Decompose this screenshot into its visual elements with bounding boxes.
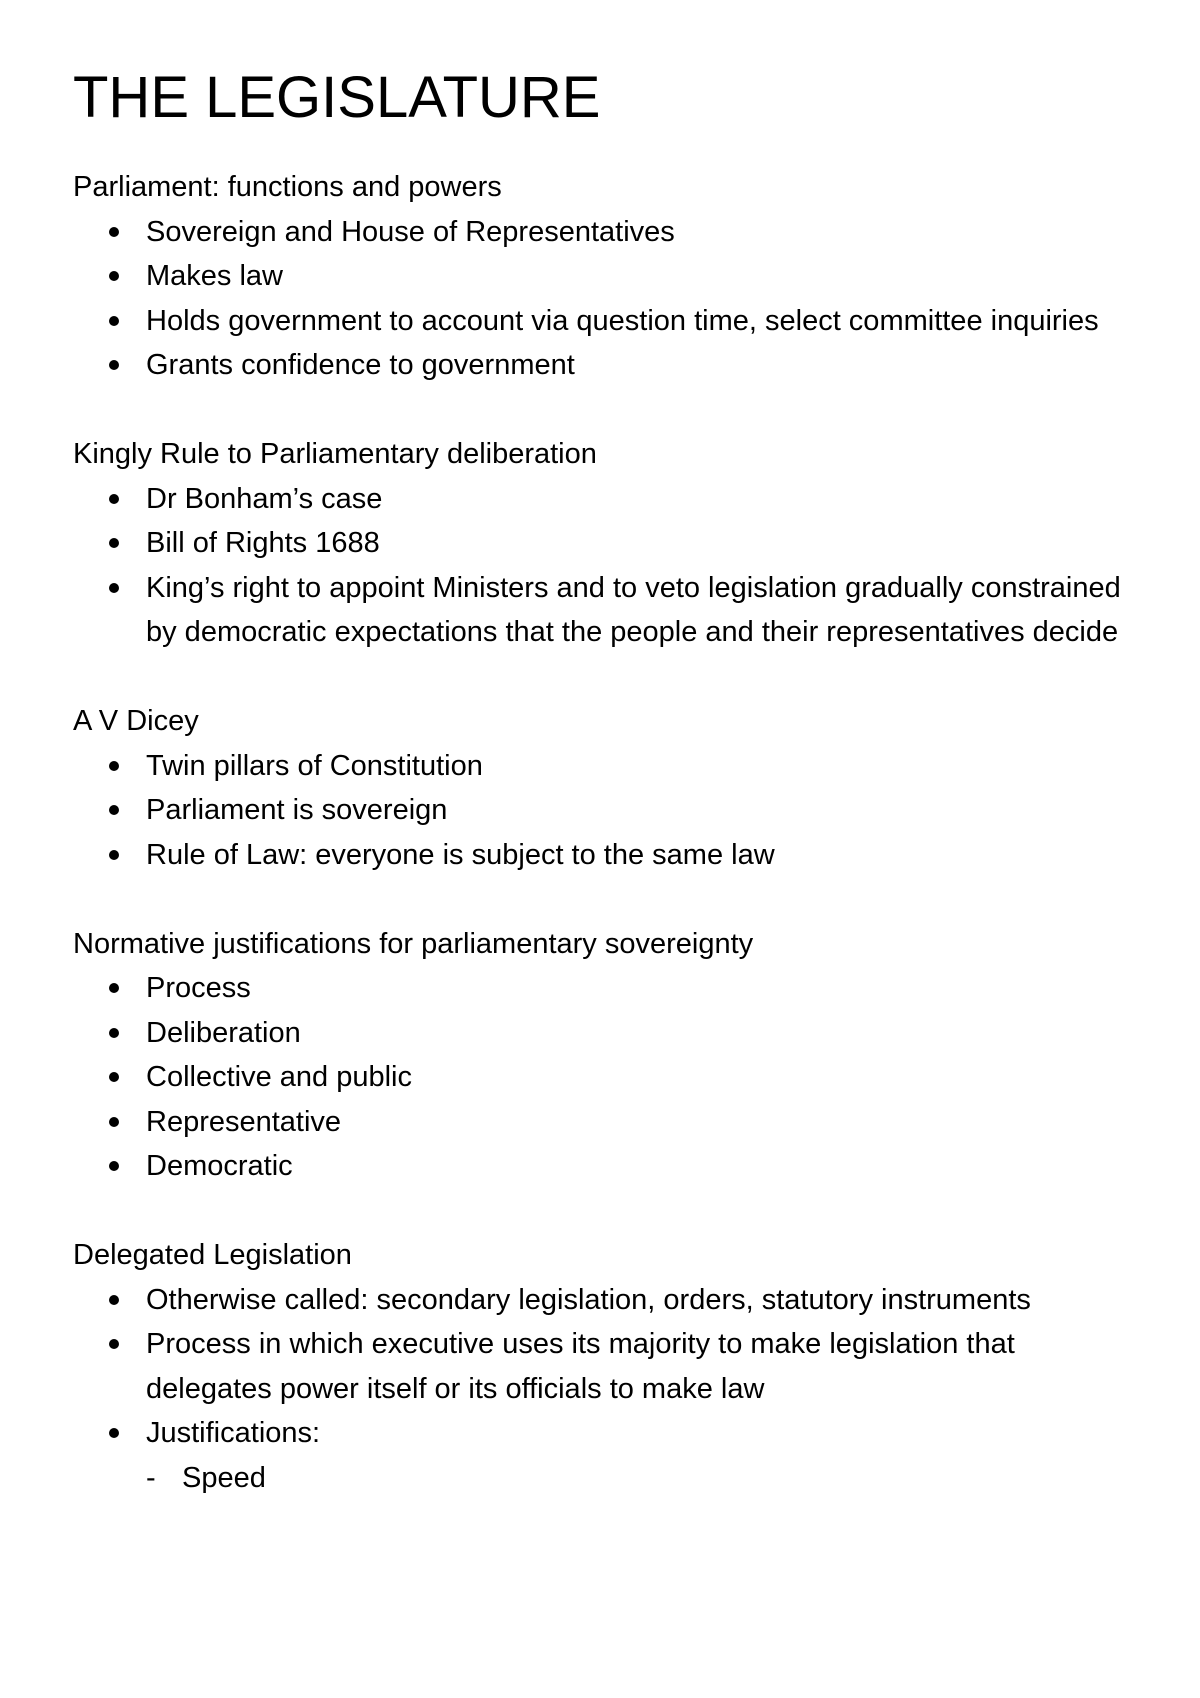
bullet-text: Dr Bonham’s case bbox=[146, 482, 383, 515]
bullet-item bbox=[73, 1144, 1123, 1189]
bullet-text: Twin pillars of Constitution bbox=[146, 749, 483, 782]
bullet-icon bbox=[109, 805, 119, 815]
section-normative-justifications bbox=[73, 922, 1140, 1189]
bullet-item bbox=[73, 833, 1123, 878]
section-delegated-legislation bbox=[73, 1233, 1140, 1500]
section-heading: Kingly Rule to Parliamentary deliberation bbox=[73, 438, 597, 470]
bullet-item bbox=[73, 1411, 1123, 1500]
bullet-text: Bill of Rights 1688 bbox=[146, 527, 380, 559]
bullet-text: Process bbox=[146, 972, 251, 1004]
bullet-item bbox=[73, 1055, 1123, 1100]
bullet-item bbox=[73, 521, 1123, 566]
bullet-text: Process in which executive uses its majority to make legislation that delegates power itself or its officials to make law bbox=[146, 1328, 1015, 1405]
bullet-item bbox=[73, 1322, 1123, 1411]
bullet-text: Makes law bbox=[146, 260, 283, 292]
section-heading: Parliament: functions and powers bbox=[73, 171, 502, 203]
sub-bullet-list bbox=[146, 1456, 1123, 1501]
bullet-icon bbox=[109, 983, 119, 993]
bullet-item bbox=[73, 744, 1123, 789]
bullet-item bbox=[73, 343, 1123, 388]
bullet-text: King’s right to appoint Ministers and to veto legislation gradually constrained by democratic expectations that the people and their representatives decide bbox=[146, 571, 1121, 648]
bullet-text: Grants confidence to government bbox=[146, 349, 575, 381]
bullet-list bbox=[73, 744, 1140, 878]
bullet-icon bbox=[109, 761, 119, 771]
bullet-icon bbox=[109, 494, 119, 504]
bullet-item bbox=[73, 566, 1123, 655]
bullet-list bbox=[73, 477, 1140, 655]
bullet-icon bbox=[109, 1072, 119, 1082]
document-title: THE LEGISLATURE bbox=[73, 65, 601, 130]
bullet-item bbox=[73, 1011, 1123, 1056]
sub-bullet-item bbox=[146, 1456, 1123, 1501]
bullet-text: Justifications: bbox=[146, 1417, 321, 1449]
section-dicey bbox=[73, 699, 1140, 877]
bullet-text: Rule of Law: everyone is subject to the same law bbox=[146, 838, 775, 871]
section-heading: Delegated Legislation bbox=[73, 1239, 352, 1271]
bullet-icon bbox=[109, 227, 119, 237]
bullet-icon bbox=[109, 316, 119, 326]
bullet-icon bbox=[109, 1028, 119, 1038]
bullet-item bbox=[73, 1100, 1123, 1145]
bullet-icon bbox=[109, 583, 119, 593]
bullet-icon bbox=[109, 271, 119, 281]
bullet-text: Holds government to account via question time, select committee inquiries bbox=[146, 304, 1099, 337]
dash-marker: - bbox=[146, 1461, 156, 1494]
bullet-item bbox=[73, 210, 1123, 255]
bullet-text: Democratic bbox=[146, 1150, 293, 1182]
bullet-text: Representative bbox=[146, 1105, 342, 1138]
bullet-icon bbox=[109, 538, 119, 548]
bullet-icon bbox=[109, 1117, 119, 1127]
bullet-text: Deliberation bbox=[146, 1016, 301, 1049]
bullet-icon bbox=[109, 1295, 119, 1305]
bullet-list bbox=[73, 1278, 1140, 1501]
section-heading: A V Dicey bbox=[73, 705, 199, 737]
bullet-item bbox=[73, 477, 1123, 522]
bullet-item bbox=[73, 299, 1123, 344]
bullet-item bbox=[73, 254, 1123, 299]
bullet-item bbox=[73, 788, 1123, 833]
sub-bullet-text: Speed bbox=[182, 1461, 266, 1494]
bullet-icon bbox=[109, 1428, 119, 1438]
section-heading: Normative justifications for parliamentary sovereignty bbox=[73, 927, 754, 960]
bullet-item bbox=[73, 1278, 1123, 1323]
section-kingly-rule bbox=[73, 432, 1140, 655]
bullet-list bbox=[73, 966, 1140, 1189]
bullet-text: Collective and public bbox=[146, 1061, 412, 1093]
bullet-icon bbox=[109, 1339, 119, 1349]
bullet-icon bbox=[109, 850, 119, 860]
section-parliament-functions bbox=[73, 165, 1140, 388]
bullet-text: Otherwise called: secondary legislation, orders, statutory instruments bbox=[146, 1283, 1031, 1316]
bullet-text: Parliament is sovereign bbox=[146, 794, 448, 826]
bullet-icon bbox=[109, 360, 119, 370]
bullet-list bbox=[73, 210, 1140, 388]
bullet-item bbox=[73, 966, 1123, 1011]
bullet-icon bbox=[109, 1161, 119, 1171]
bullet-text: Sovereign and House of Representatives bbox=[146, 215, 675, 248]
